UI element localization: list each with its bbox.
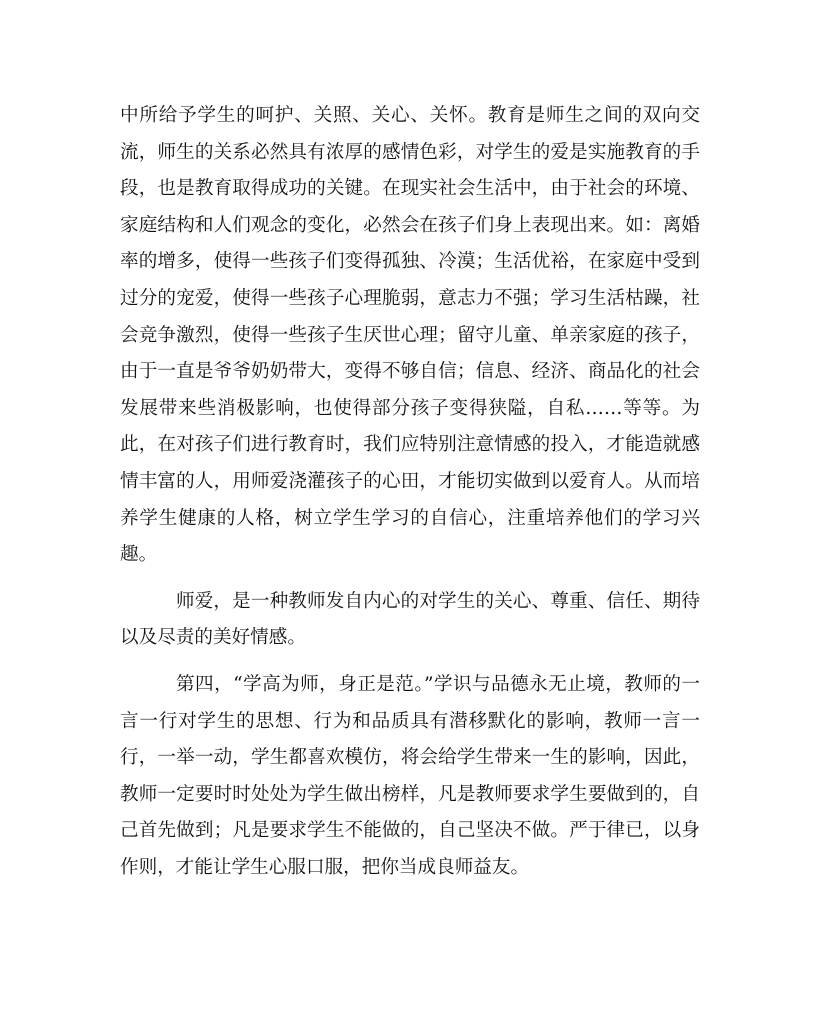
paragraph-1: 中所给予学生的呵护、关照、关心、关怀。教育是师生之间的双向交流，师生的关系必然具有浓厚的感情色彩，对学生的爱是实施教育的手段，也是教育取得成功的关键。在现实社会生活中，由于社会的环境、家庭结构和人们观念的变化，必然会在孩子们身上表现出来。如：离婚率的增多，使得一些孩子们变得孤独、冷漠；生活优裕，在家庭中受到过分的宠爱，使得一些孩子心理脆弱，意志力不强；学习生活枯躁，社会竞争激烈，使得一些孩子生厌世心理；留守儿童、单亲家庭的孩子，由于一直是爷爷奶奶带大，变得不够自信；信息、经济、商品化的社会发展带来些消极影响，也使得部分孩子变得狭隘，自私……等等。为此，在对孩子们进行教育时，我们应特别注意情感的投入，才能造就感情丰富的人，用师爱浇灌孩子的心田，才能切实做到以爱育人。从而培养学生健康的人格，树立学生学习的自信心，注重培养他们的学习兴趣。: [120, 105, 700, 566]
paragraph-3: 第四，“学高为师，身正是范。”学识与品德永无止境，教师的一言一行对学生的思想、行为和品质具有潜移默化的影响，教师一言一行，一举一动，学生都喜欢模仿，将会给学生带来一生的影响，因此，教师一定要时时处处为学生做出榜样，凡是教师要求学生要做到的，自己首先做到；凡是要求学生不能做的，自己坚决不做。严于律已，以身作则，才能让学生心服口服，把你当成良师益友。: [120, 673, 700, 878]
paragraph-2: 师爱，是一种教师发自内心的对学生的关心、尊重、信任、期待以及尽责的美好情感。: [120, 590, 700, 649]
document-page: [120, 98, 700, 886]
